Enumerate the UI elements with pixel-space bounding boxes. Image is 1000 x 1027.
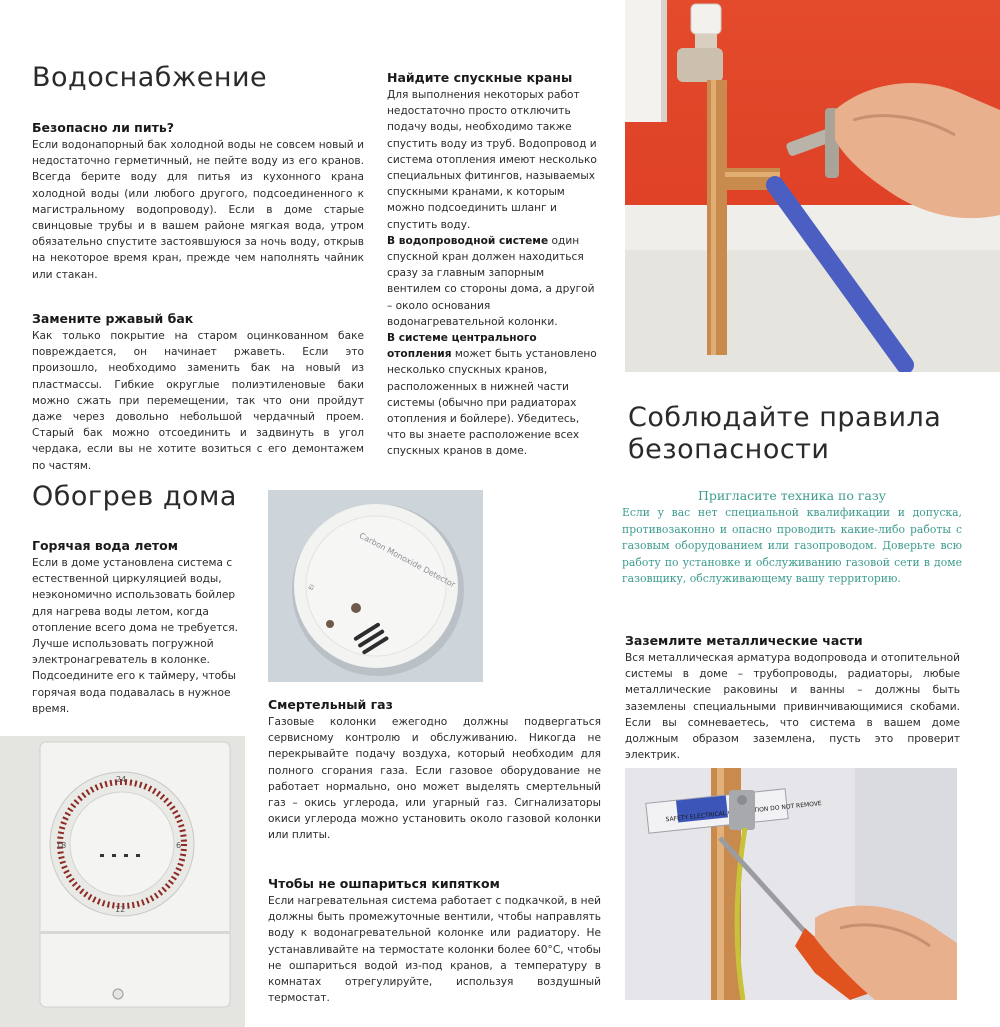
timer-number: 18 (56, 841, 67, 850)
article-safe-drink (32, 120, 364, 283)
photo-co-detector (268, 490, 483, 682)
photo-timer (0, 736, 245, 1027)
article-summer-water (32, 538, 245, 717)
article-text: Вся металлическая арматура водопровода и отопительной системы в доме – трубопроводы, радиаторы, любые металлические раковины и ванны – должны быть заземлены специальными привинчивающимися скобами. Если вы сомневаетесь, что система в вашем доме должным образом заземлена, пусть это проверит электрик. (625, 652, 960, 762)
article-heading: Горячая вода летом (32, 538, 178, 553)
article-heading: Чтобы не ошпариться кипятком (268, 876, 500, 891)
timer-number: 12 (115, 905, 126, 914)
timer-number: 24 (116, 775, 127, 784)
drain-valve-illustration (625, 0, 1000, 372)
article-heading: Найдите спускные краны (387, 70, 573, 85)
co-detector-illustration (268, 490, 483, 682)
timer-number: 6 (176, 841, 182, 850)
article-deadly-gas (268, 697, 601, 844)
text-body: может быть установлено несколько спускных кранов, расположенных в нижней части системы (обычно при радиаторах отопления и бойлере). Убедитесь, что вы знаете расположение всех спускных кранов в доме. (387, 348, 597, 458)
article-drain-valves (387, 70, 599, 460)
callout-heading: Пригласите техника по газу (697, 488, 887, 503)
article-text: Если в доме установлена система с естественной циркуляцией воды, неэкономично использовать бойлер для нагрева воды летом, когда отопление всего дома не требуется. Лучше использовать погружной электронагреватель в колонке. Подсоедините его к таймеру, чтобы горячая вода подавалась в нужное время. (32, 557, 238, 715)
detector-label: Carbon Monoxide Detector (357, 531, 457, 590)
article-heading: Заземлите металлические части (625, 633, 863, 648)
section-title-safety (628, 402, 988, 466)
text-body: один спускной кран должен находиться сразу за главным запорным вентилем со стороны дома, а другой – около основания водонагревательной колонки. (387, 234, 595, 328)
article-text-heating (387, 330, 599, 460)
bold-lead: В системе центрального отопления (387, 332, 537, 361)
article-rusty-tank (32, 311, 364, 474)
callout-gas-technician (622, 488, 962, 588)
photo-ground-clamp (625, 768, 957, 1000)
article-scald (268, 876, 601, 1006)
callout-text: Если у вас нет специальной квалификации и допуска, противозаконно и опасно проводить какие-либо работы с газовым оборудованием или газопроводом. Доверьте всю работу по установке и обслуживанию газовой сети в доме газовщику, обслуживающему вашу территорию. (622, 506, 962, 585)
bold-lead: В водопроводной системе (387, 234, 549, 247)
article-grounding (625, 633, 960, 763)
article-heading: Безопасно ли пить? (32, 120, 174, 135)
article-heading: Замените ржавый бак (32, 311, 194, 326)
detector-brand: Ei (307, 583, 317, 592)
timer-illustration (0, 736, 245, 1027)
title-line-1: Соблюдайте правила (628, 402, 942, 433)
section-title-heating: Обогрев дома (32, 481, 237, 512)
title-line-2: безопасности (628, 434, 830, 465)
ground-clamp-illustration (625, 768, 957, 1000)
clamp-label: SAFETY ELECTRICAL DO NOT REMOVE (665, 800, 823, 824)
article-text-plumbing (387, 233, 599, 330)
article-text: Если нагревательная система работает с подкачкой, в ней должны быть промежуточные вентили, чтобы направлять воду к водонагревательной колонке или радиатору. Не устанавливайте на термостате колонки более 60°C, чтобы не ошпариться водой из-под кранов, а температуру в комнатах отрегулируйте, используя воздушный термостат. (268, 895, 601, 1005)
article-text: Как только покрытие на старом оцинкованном баке повреждается, он начинает ржаветь. Если это произошло, необходимо заменить бак на новый из пластмассы. Гибкие округлые полиэтиленовые баки можно сжать при перемещении, так что они пройдут даже через довольно небольшой чердачный проем. Старый бак можно отсоединить и задвинуть в угол чердака, если вы не хотите возиться с его демонтажем по частям. (32, 330, 364, 472)
article-heading: Смертельный газ (268, 697, 393, 712)
section-title-water: Водоснабжение (32, 62, 268, 93)
article-text: Для выполнения некоторых работ недостаточно просто отключить подачу воды, необходимо также спустить воду из труб. Водопровод и система отопления имеют несколько специальных фитингов, называемых спускными кранами, к которым можно подсоединить шланг и спустить воду. (387, 89, 597, 231)
article-text: Если водонапорный бак холодной воды не совсем новый и недостаточно герметичный, не пейте воду из его кранов. Всегда берите воду для питья из кухонного крана холодной воды (или любого другого, подсоединенного к магистральному водопроводу). Если в доме старые свинцовые трубы и в вашем районе мягкая вода, утром обязательно спустите застоявшуюся за ночь воду, открыв на некоторое время кран, прежде чем наполнять чайник или стакан. (32, 139, 364, 281)
article-text: Газовые колонки ежегодно должны подвергаться сервисному контролю и обслуживанию. Никогда не перекрывайте подачу воздуха, который необходим для полного сгорания газа. Если газовое оборудование не работает нормально, оно может выделять смертельный газ – окись углерода, или угарный газ. Сигнализаторы окиси углерода можно установить около газовой колонки или плиты. (268, 716, 601, 842)
photo-drain-valve (625, 0, 1000, 372)
